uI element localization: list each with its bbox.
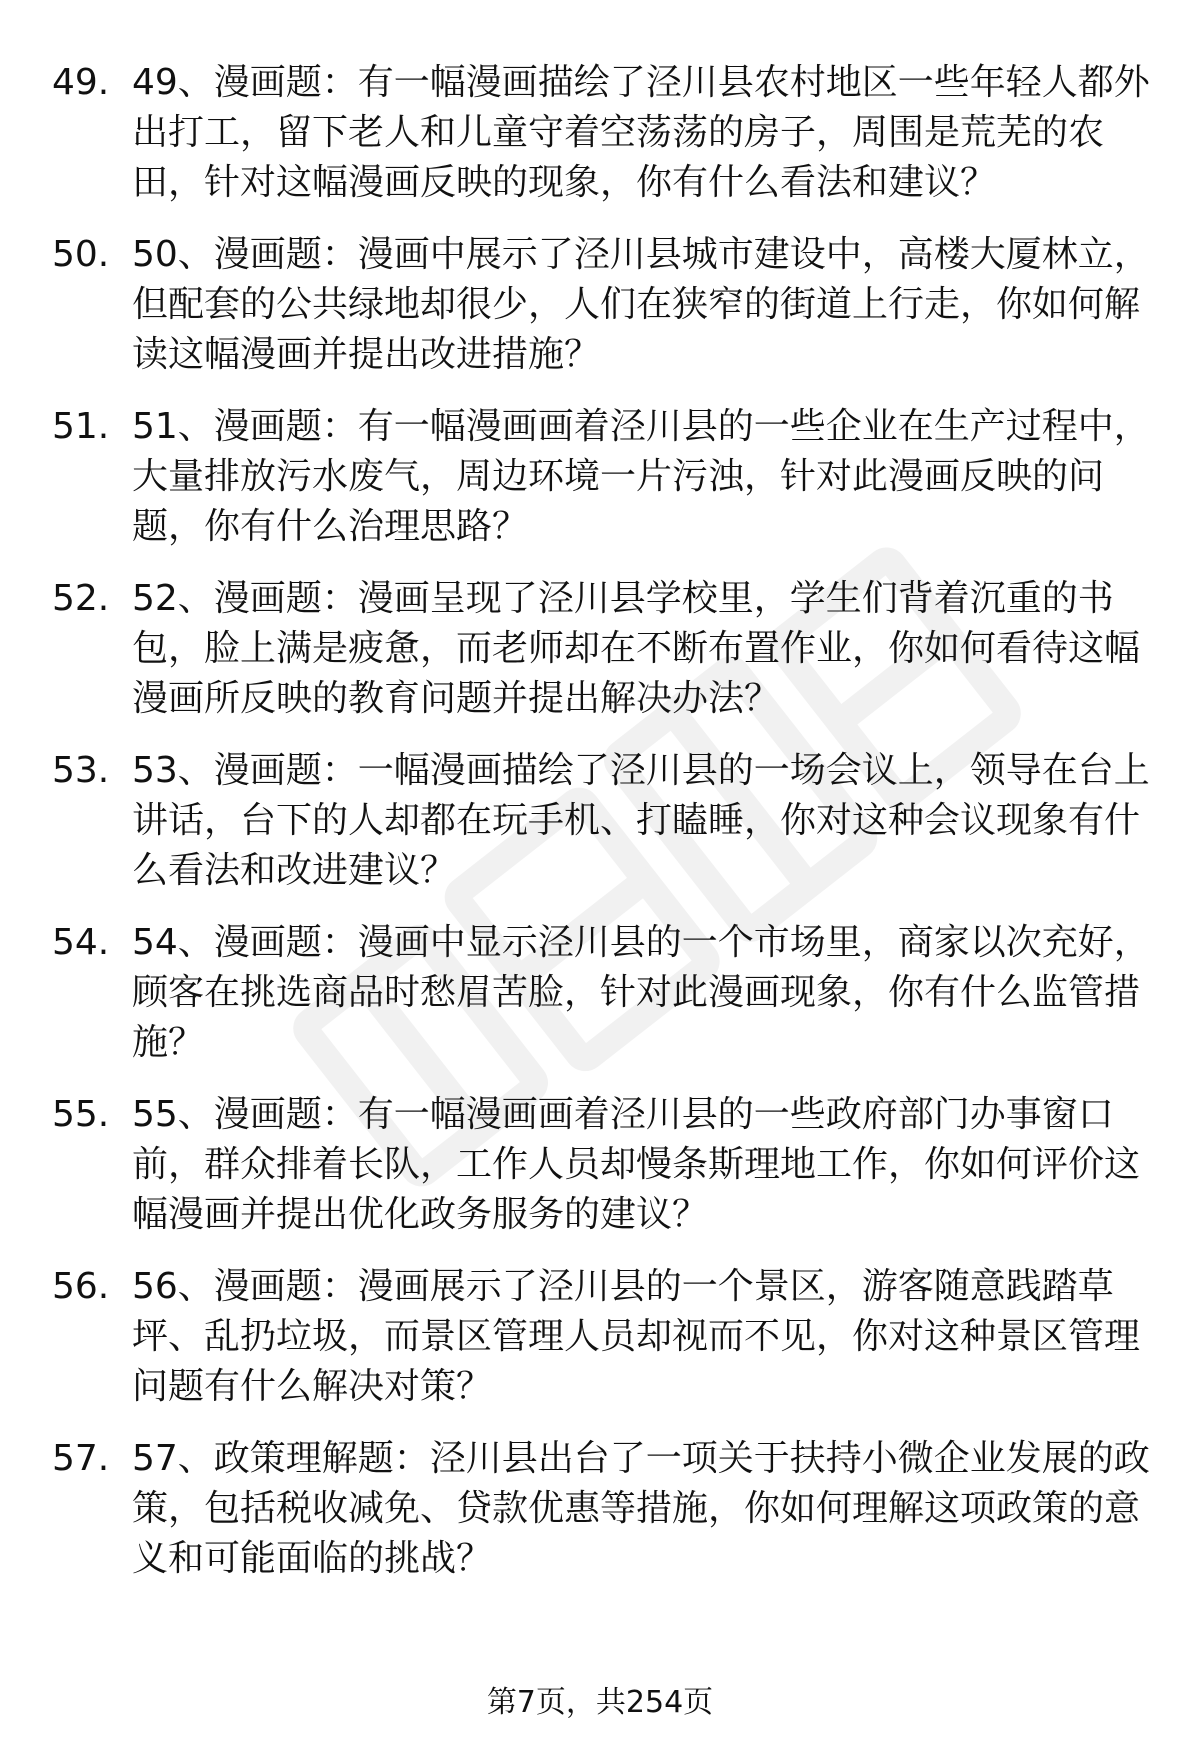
question-number: 52. <box>52 578 110 619</box>
question-text: 49、漫画题：有一幅漫画描绘了泾川县农村地区一些年轻人都外出打工，留下老人和儿童守着空荡荡的房子，周围是荒芜的农田，针对这幅漫画反映的现象，你有什么看法和建议？ <box>132 62 1150 203</box>
question-text: 52、漫画题：漫画呈现了泾川县学校里，学生们背着沉重的书包，脸上满是疲惫，而老师却在不断布置作业，你如何看待这幅漫画所反映的教育问题并提出解决办法？ <box>132 578 1141 719</box>
question-number: 50. <box>52 234 110 275</box>
question-text: 55、漫画题：有一幅漫画画着泾川县的一些政府部门办事窗口前，群众排着长队，工作人员却慢条斯理地工作，你如何评价这幅漫画并提出优化政务服务的建议？ <box>132 1094 1141 1235</box>
question-item <box>52 58 1152 208</box>
question-number: 49. <box>52 62 110 103</box>
question-item <box>52 574 1152 724</box>
question-item <box>52 1434 1152 1584</box>
question-number: 51. <box>52 406 110 447</box>
question-number: 57. <box>52 1438 110 1479</box>
question-list <box>52 58 1152 1606</box>
question-item <box>52 230 1152 380</box>
question-number: 54. <box>52 922 110 963</box>
question-item <box>52 918 1152 1068</box>
question-item <box>52 1262 1152 1412</box>
question-text: 50、漫画题：漫画中展示了泾川县城市建设中，高楼大厦林立，但配套的公共绿地却很少，人们在狭窄的街道上行走，你如何解读这幅漫画并提出改进措施？ <box>132 234 1150 375</box>
question-item <box>52 746 1152 896</box>
question-text: 51、漫画题：有一幅漫画画着泾川县的一些企业在生产过程中，大量排放污水废气，周边环境一片污浊，针对此漫画反映的问题，你有什么治理思路？ <box>132 406 1150 547</box>
question-text: 57、政策理解题：泾川县出台了一项关于扶持小微企业发展的政策，包括税收减免、贷款优惠等措施，你如何理解这项政策的意义和可能面临的挑战？ <box>132 1438 1150 1579</box>
question-text: 53、漫画题：一幅漫画描绘了泾川县的一场会议上，领导在台上讲话，台下的人却都在玩手机、打瞌睡，你对这种会议现象有什么看法和改进建议？ <box>132 750 1150 891</box>
question-item <box>52 1090 1152 1240</box>
question-item <box>52 402 1152 552</box>
question-number: 56. <box>52 1266 110 1307</box>
page-footer <box>0 1683 1200 1723</box>
question-number: 55. <box>52 1094 110 1135</box>
question-number: 53. <box>52 750 110 791</box>
question-text: 56、漫画题：漫画展示了泾川县的一个景区，游客随意践踏草坪、乱扔垃圾，而景区管理人员却视而不见，你对这种景区管理问题有什么解决对策？ <box>132 1266 1141 1407</box>
question-text: 54、漫画题：漫画中显示泾川县的一个市场里，商家以次充好，顾客在挑选商品时愁眉苦脸，针对此漫画现象，你有什么监管措施？ <box>132 922 1150 1063</box>
page-number-label: 第7页，共254页 <box>486 1685 714 1720</box>
